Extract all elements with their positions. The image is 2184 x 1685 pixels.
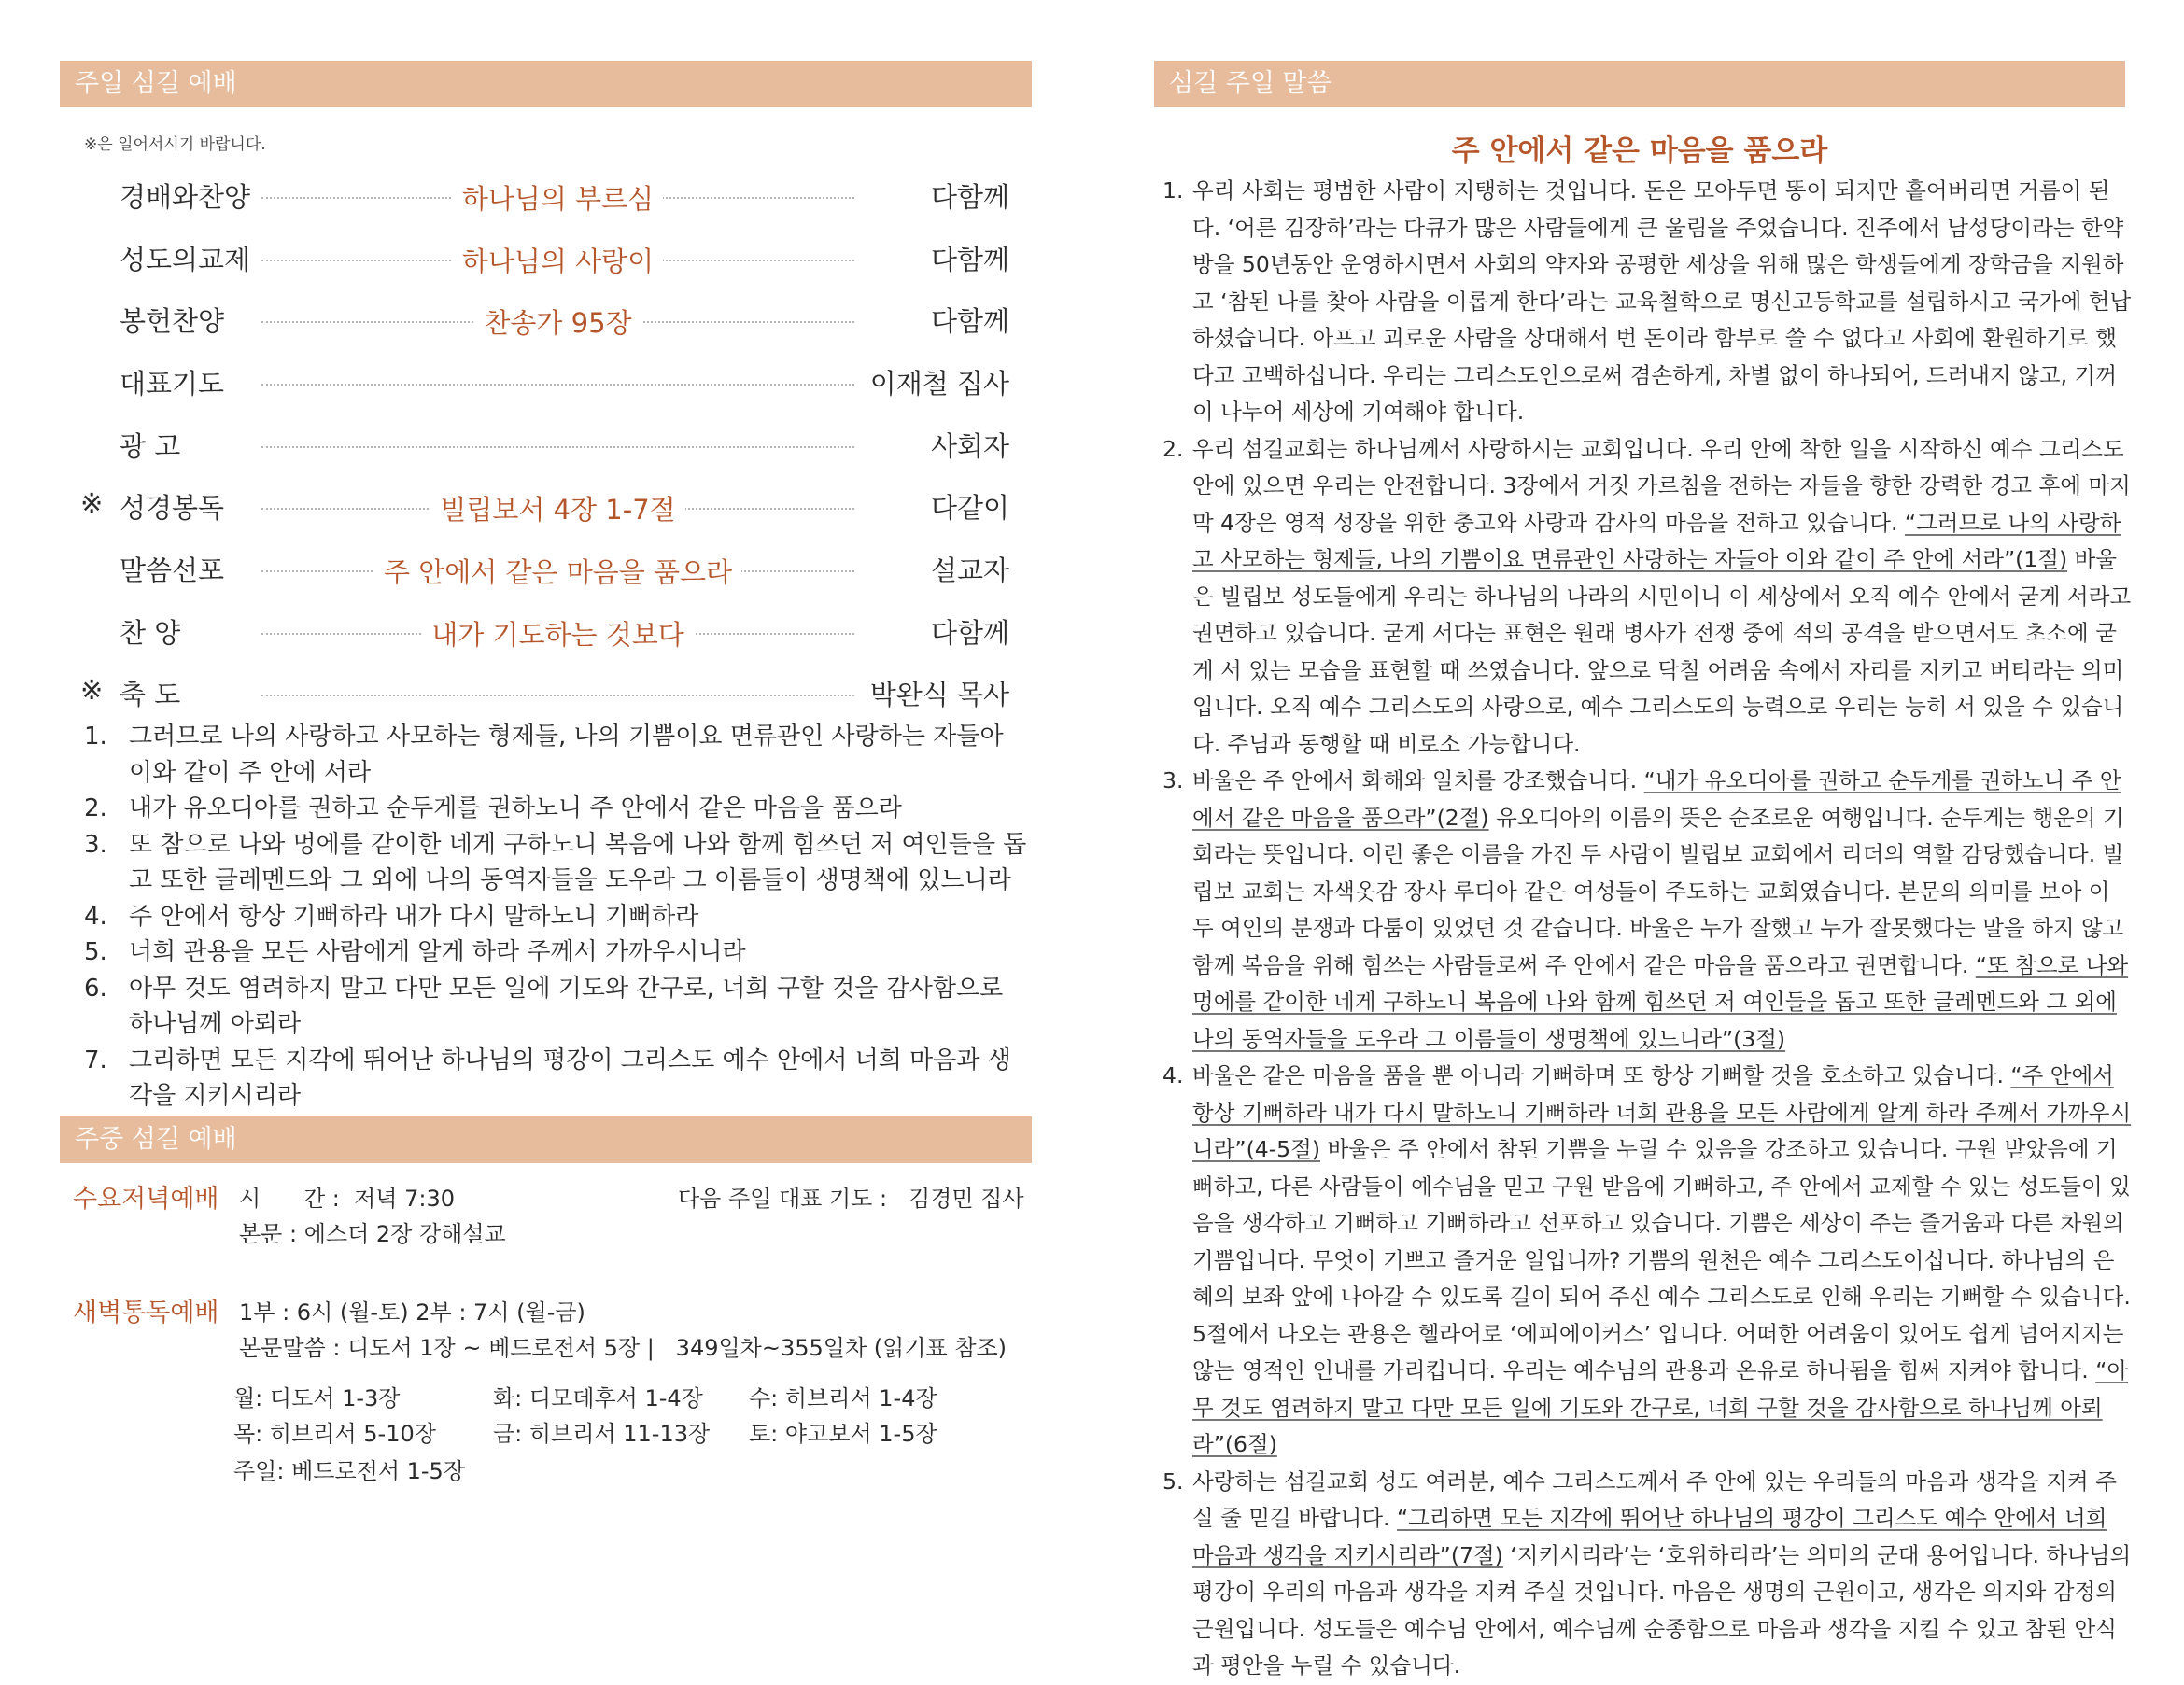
paragraph-segment: 우리 섬길교회는 하나님께서 사랑하시는 교회입니다. 우리 안에 착한 일을 시작하신 예수 그리스도 안에 있으면 우리는 안전합니다. 3장에서 거짓 가르침을 전하는 자들을 향한 강력한 경고 후에 마지막 4장은 영적 성장을 위한 충고와 사랑과 감사의 마음을 전하고 있습니다.	[1192, 435, 2131, 536]
order-row	[75, 235, 1013, 276]
order-detail-text: 하나님의 사랑이	[453, 246, 663, 277]
scripture-quote: “아무 것도 염려하지 말고 다만 모든 일에 기도와 간구로, 너희 구할 것을 감사함으로 하나님께 아뢰라”(6절)	[1192, 1357, 2129, 1457]
order-item: 대표기도	[120, 368, 225, 400]
dawn-times: 1부 : 6시 (월-토) 2부 : 7시 (월-금)	[239, 1299, 585, 1326]
verse-number: 2.	[84, 794, 107, 822]
order-row	[75, 546, 1013, 587]
order-row	[75, 297, 1013, 338]
order-leader: 박완식 목사	[869, 679, 1009, 710]
schedule-item: 수: 히브리서 1-4장	[749, 1385, 937, 1411]
section-title: 주일 섬길 예배	[75, 69, 237, 98]
order-leader: 이재철 집사	[869, 368, 1009, 400]
order-item: 봉헌찬양	[120, 305, 225, 337]
order-detail-text: 주 안에서 같은 마음을 품으라	[374, 556, 741, 588]
verse-number: 7.	[84, 1046, 107, 1074]
verse-text: 주 안에서 항상 기뻐하라 내가 다시 말하노니 기뻐하라	[129, 902, 699, 931]
verse-number: 6.	[84, 974, 107, 1003]
scripture-quote: “그러므로 나의 사랑하고 사모하는 형제들, 나의 기쁨이요 면류관인 사랑하는 자들아 이와 같이 주 안에 서라”(1절)	[1192, 509, 2121, 572]
verse	[84, 1043, 1027, 1115]
verse	[84, 791, 1027, 827]
order-leader: 다함께	[930, 181, 1009, 213]
schedule-item: 목: 히브리서 5-10장	[233, 1421, 436, 1447]
order-row	[75, 670, 1013, 711]
section-header-sermon	[1154, 61, 2125, 107]
paragraph-text	[1192, 763, 2134, 1058]
dawn-text: 본문말씀 : 디도서 1장 ~ 베드로전서 5장 | 349일차~355일차 (읽기표 참조)	[239, 1335, 1007, 1361]
order-detail-text: 빌립보서 4장 1-7절	[430, 494, 684, 526]
sermon-body	[1162, 173, 2134, 1685]
scripture-quote: “주 안에서 항상 기뻐하라 내가 다시 말하노니 기뻐하라 너희 관용을 모든 사람에게 알게 하라 주께서 가까우시니라”(4-5절)	[1192, 1062, 2132, 1162]
verse-number: 1.	[84, 723, 107, 751]
order-detail	[261, 489, 854, 527]
standing-mark: ※	[80, 487, 104, 519]
paragraph-text	[1192, 173, 2134, 431]
dotted-leader	[261, 384, 854, 386]
order-leader: 다함께	[930, 617, 1009, 649]
verse	[84, 934, 1027, 971]
order-item: 찬 양	[120, 617, 181, 649]
verse-text: 내가 유오디아를 권하고 순두게를 권하노니 주 안에서 같은 마음을 품으라	[129, 794, 902, 822]
scripture-quote: “그리하면 모든 지각에 뛰어난 하나님의 평강이 그리스도 예수 안에서 너희 마음과 생각을 지키시리라”(7절)	[1192, 1505, 2107, 1568]
dotted-leader	[261, 446, 854, 448]
order-detail	[261, 614, 854, 653]
paragraph-number: 5.	[1162, 1467, 1184, 1495]
sermon-heading: 주 안에서 같은 마음을 품으라	[1451, 134, 1828, 168]
sermon-paragraph	[1162, 1058, 2134, 1464]
order-item: 성도의교제	[120, 244, 251, 275]
order-detail-text: 내가 기도하는 것보다	[422, 619, 694, 651]
verse-text: 너희 관용을 모든 사람에게 알게 하라 주께서 가까우시니라	[129, 938, 746, 966]
order-item: 성경봉독	[120, 492, 225, 524]
next-prayer-leader: 다음 주일 대표 기도 : 김경민 집사	[678, 1186, 1024, 1212]
order-detail-text: 찬송가 95장	[474, 307, 641, 339]
paragraph-segment: 바울은 주 안에서 화해와 일치를 강조했습니다.	[1192, 767, 1644, 793]
schedule-item: 주일: 베드로전서 1-5장	[233, 1458, 466, 1484]
paragraph-number: 3.	[1162, 767, 1184, 793]
standing-mark: ※	[80, 674, 104, 706]
paragraph-number: 4.	[1162, 1062, 1184, 1088]
order-leader: 다같이	[930, 492, 1009, 524]
order-leader: 사회자	[930, 430, 1009, 462]
order-item: 말씀선포	[120, 555, 225, 586]
schedule-item: 금: 히브리서 11-13장	[493, 1421, 711, 1447]
paragraph-number: 2.	[1162, 435, 1184, 462]
paragraph-segment: 유오디아의 이름의 뜻은 순조로운 여행입니다. 순두게는 행운의 기회라는 뜻입니다. 이런 좋은 이름을 가진 두 사람이 빌립보 교회에서 리더의 역할 감당했습니다. 빌립보 교회는 자색옷감 장사 루디아 같은 여성들이 주도하는 교회였습니다. 본문의 의미를 보아 이 두 여인의 분쟁과 다툼이 있었던 것 같습니다. 바울은 누가 잘했고 누가 잘못했다는 말을 하지 않고 함께 복음을 위해 힘쓰는 사람들로써 주 안에서 같은 마음을 품으라고 권면합니다.	[1192, 804, 2124, 978]
paragraph-number: 1.	[1162, 177, 1184, 204]
order-row	[75, 359, 1013, 400]
verse	[84, 827, 1027, 899]
verse-text: 그리하면 모든 지각에 뛰어난 하나님의 평강이 그리스도 예수 안에서 너희 마음과 생각을 지키시리라	[129, 1046, 1011, 1110]
verse-number: 4.	[84, 902, 107, 931]
verse	[84, 719, 1027, 791]
section-header-sunday-worship	[60, 61, 1032, 107]
section-header-midweek-worship	[60, 1116, 1032, 1163]
order-item: 축 도	[120, 679, 181, 710]
verse-number: 5.	[84, 938, 107, 966]
order-leader: 설교자	[930, 555, 1009, 586]
order-row	[75, 484, 1013, 525]
standing-note: ※은 일어서시기 바랍니다.	[84, 135, 266, 154]
schedule-item: 토: 야고보서 1-5장	[749, 1421, 937, 1447]
paragraph-segment: 바울은 주 안에서 참된 기쁨을 누릴 수 있음을 강조하고 있습니다. 구원 받았음에 기뻐하고, 다른 사람들이 예수님을 믿고 구원 받음에 기뻐하고, 주 안에서 교제할 수 있는 성도들이 있음을 생각하고 기뻐하고 기뻐하라고 선포하고 있습니다. 기쁨은 세상이 주는 즐거움과 다른 차원의 기쁨입니다. 무엇이 기쁘고 즐거운 일입니까? 기쁨의 원천은 예수 그리스도이십니다. 하나님의 은혜의 보좌 앞에 나아갈 수 있도록 길이 되어 주신 예수 그리스도로 인해 우리는 기뻐할 수 있습니다. 5절에서 나오는 관용은 헬라어로 ‘에피에이커스’ 입니다. 어떠한 어려움이 있어도 쉽게 넘어지지는 않는 영적인 인내를 가리킵니다. 우리는 예수님의 관용과 온유로 하나됨을 힘써 지켜야 합니다.	[1192, 1136, 2131, 1383]
paragraph-segment: 사랑하는 섬길교회 성도 여러분, 예수 그리스도께서 주 안에 있는 우리들의 마음과 생각을 지켜 주실 줄 믿길 바랍니다.	[1192, 1467, 2117, 1531]
order-leader: 다함께	[930, 244, 1009, 275]
scripture-quote: “또 참으로 나와 멍에를 같이한 네게 구하노니 복음에 나와 함께 힘쓰던 저 여인들을 돕고 또한 글레멘드와 그 외에 나의 동역자들을 도우라 그 이름들이 생명책에 있느니라”(3절)	[1192, 951, 2129, 1052]
verse-text: 아무 것도 염려하지 말고 다만 모든 일에 기도와 간구로, 너희 구할 것을 감사함으로 하나님께 아뢰라	[129, 974, 1004, 1038]
paragraph-text	[1192, 1464, 2134, 1685]
paragraph-segment: 바울은 같은 마음을 품을 뿐 아니라 기뻐하며 또 항상 기뻐할 것을 호소하고 있습니다.	[1192, 1062, 2011, 1088]
dotted-leader	[261, 695, 854, 696]
order-detail	[261, 302, 854, 341]
sermon-paragraph	[1162, 173, 2134, 431]
verse-text: 또 참으로 나와 멍에를 같이한 네게 구하노니 복음에 나와 함께 힘쓰던 저 여인들을 돕고 또한 글레멘드와 그 외에 나의 동역자들을 도우라 그 이름들이 생명책에 있느니라	[129, 830, 1027, 894]
order-leader: 다함께	[930, 305, 1009, 337]
order-detail	[261, 178, 854, 217]
dawn-service-label: 새벽통독예배	[73, 1299, 219, 1327]
verse-number: 3.	[84, 830, 107, 859]
scripture-quote: “내가 유오디아를 권하고 순두게를 권하노니 주 안에서 같은 마음을 품으라”(2절)	[1192, 767, 2121, 831]
wednesday-text: 본문 : 에스더 2장 강해설교	[239, 1221, 506, 1247]
wednesday-time: 시 간 : 저녁 7:30	[239, 1186, 456, 1212]
scripture-verses	[84, 719, 1027, 1115]
schedule-item: 화: 디모데후서 1-4장	[493, 1385, 703, 1411]
paragraph-text	[1192, 1058, 2134, 1464]
order-detail	[261, 241, 854, 279]
paragraph-segment: 바울은 빌립보 성도들에게 우리는 하나님의 나라의 시민이니 이 세상에서 오직 예수 안에서 굳게 서라고 권면하고 있습니다. 굳게 서다는 표현은 원래 병사가 전쟁 중에 적의 공격을 받으면서도 초소에 굳게 서 있는 모습을 표현할 때 쓰였습니다. 앞으로 닥칠 어려움 속에서 자리를 지키고 버티라는 의미입니다. 오직 예수 그리스도의 사랑으로, 예수 그리스도의 능력으로 우리는 능히 서 있을 수 있습니다. 주님과 동행할 때 비로소 가능합니다.	[1192, 546, 2132, 757]
verse	[84, 971, 1027, 1043]
paragraph-text	[1192, 431, 2134, 764]
section-title: 주중 섬길 예배	[75, 1125, 237, 1154]
order-row	[75, 173, 1013, 214]
order-row	[75, 609, 1013, 650]
sermon-paragraph	[1162, 1464, 2134, 1685]
paragraph-segment: 우리 사회는 평범한 사람이 지탱하는 것입니다. 돈은 모아두면 똥이 되지만 흩어버리면 거름이 된다. ‘어른 김장하’라는 다큐가 많은 사람들에게 큰 울림을 주었습니다. 진주에서 남성당이라는 한약방을 50년동안 운영하시면서 사회의 약자와 공평한 세상을 위해 많은 학생들에게 장학금을 지원하고 ‘참된 나를 찾아 사람을 이롭게 한다’라는 교육철학으로 명신고등학교를 설립하시고 국가에 헌납하셨습니다. 아프고 괴로운 사람을 상대해서 번 돈이라 함부로 쓸 수 없다고 사회에 환원하기로 했다고 고백하십니다. 우리는 그리스도인으로써 겸손하게, 차별 없이 하나되어, 드러내지 않고, 기꺼이 나누어 세상에 기여해야 합니다.	[1192, 177, 2132, 425]
verse-text: 그러므로 나의 사랑하고 사모하는 형제들, 나의 기쁨이요 면류관인 사랑하는 자들아 이와 같이 주 안에 서라	[129, 723, 1004, 787]
sermon-paragraph	[1162, 763, 2134, 1058]
sermon-paragraph	[1162, 431, 2134, 764]
section-title: 섬길 주일 말씀	[1169, 69, 1332, 98]
order-detail	[261, 552, 854, 590]
paragraph-segment: ‘지키시리라’는 ‘호위하리라’는 의미의 군대 용어입니다. 하나님의 평강이 우리의 마음과 생각을 지켜 주실 것입니다. 마음은 생명의 근원이고, 생각은 의지와 감정의 근원입니다. 성도들은 예수님 안에서, 예수님께 순종함으로 마음과 생각을 지킬 수 있고 참된 안식과 평안을 누릴 수 있습니다.	[1192, 1541, 2132, 1678]
verse	[84, 899, 1027, 935]
order-item: 광 고	[120, 430, 181, 462]
order-item: 경배와찬양	[120, 181, 251, 213]
order-detail-text: 하나님의 부르심	[453, 183, 663, 215]
order-row	[75, 422, 1013, 463]
schedule-item: 월: 디도서 1-3장	[233, 1385, 401, 1411]
wednesday-service-label: 수요저녁예배	[73, 1185, 219, 1214]
